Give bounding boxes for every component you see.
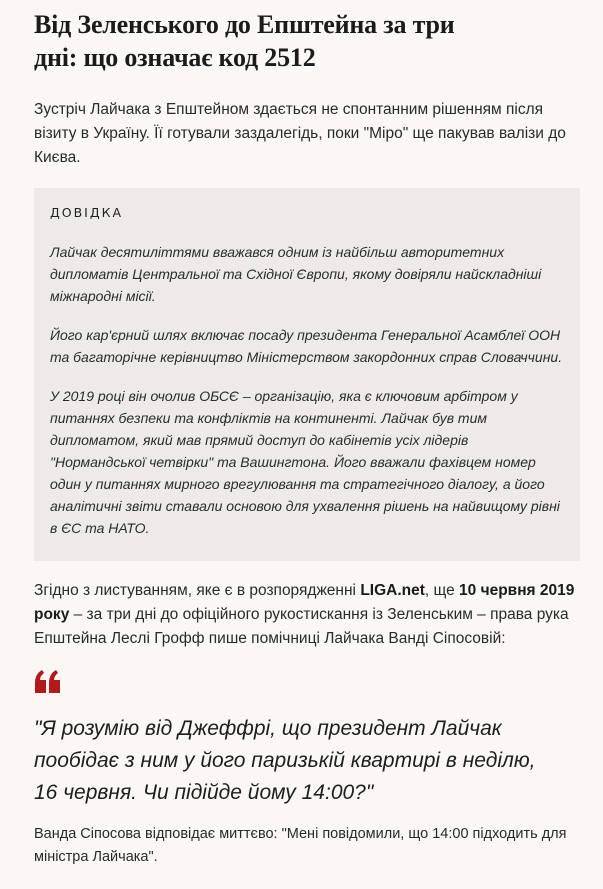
reply-paragraph: Ванда Сіпосова відповідає миттєво: "Мені повідомили, що 14:00 підходить для міністра Лайчака". [34,826,567,865]
info-box-paragraph: Його кар'єрний шлях включає посаду президента Генеральної Асамблеї ООН та багаторічне керівництво Міністерством закордонних справ Словаччини. [50,327,563,365]
info-box-label: ДОВІДКА [50,205,124,220]
quote-text: "Я розумію від Джеффрі, що президент Лайчак пообідає з ним у його паризькій квартирі в неділю, 16 червня. Чи підійде йому 14:00?" [34,717,536,804]
body-text: – за три дні до офіційного рукостискання із Зеленським – права рука Епштейна Леслі Грофф пише помічниці Лайчака Ванді Сіпосовій: [34,606,569,647]
info-box-paragraph: У 2019 році він очолив ОБСЄ – організацію, яка є ключовим арбітром у питаннях безпеки та конфліктів на континенті. Лайчак був тим дипломатом, який мав прямий доступ до кабінетів усіх лідерів "Нормандської четвірки" та Вашингтона. Його вважали фахівцем номер один у питаннях мирного врегулювання та стратегічного діалогу, а його аналітичні звіти ставали основою для ухвалення рішень на найвищому рівні в ЄС та НАТО. [50,388,560,536]
article-title: Від Зеленського до Епштейна за три дні: що означає код 2512 [34,10,455,72]
date-highlight: 10 червня 2019 року [34,582,575,623]
body-paragraph [34,579,580,651]
info-box-paragraph: Лайчак десятиліттями вважався одним із найбільш авторитетних дипломатів Центральної та Східної Європи, якому довіряли найскладніші міжнародні місії. [50,244,542,304]
info-box [34,188,580,561]
body-text: Згідно з листуванням, яке є в розпорядженні [34,582,361,599]
article [34,0,580,889]
source-name: LIGA.net [360,582,425,599]
quote-mark-icon [34,667,62,695]
body-text: , ще [424,582,460,599]
article-lead: Зустріч Лайчака з Епштейном здається не спонтанним рішенням після візиту в Україну. Її готували заздалегідь, поки "Міро" ще пакував валізи до Києва. [34,101,566,166]
